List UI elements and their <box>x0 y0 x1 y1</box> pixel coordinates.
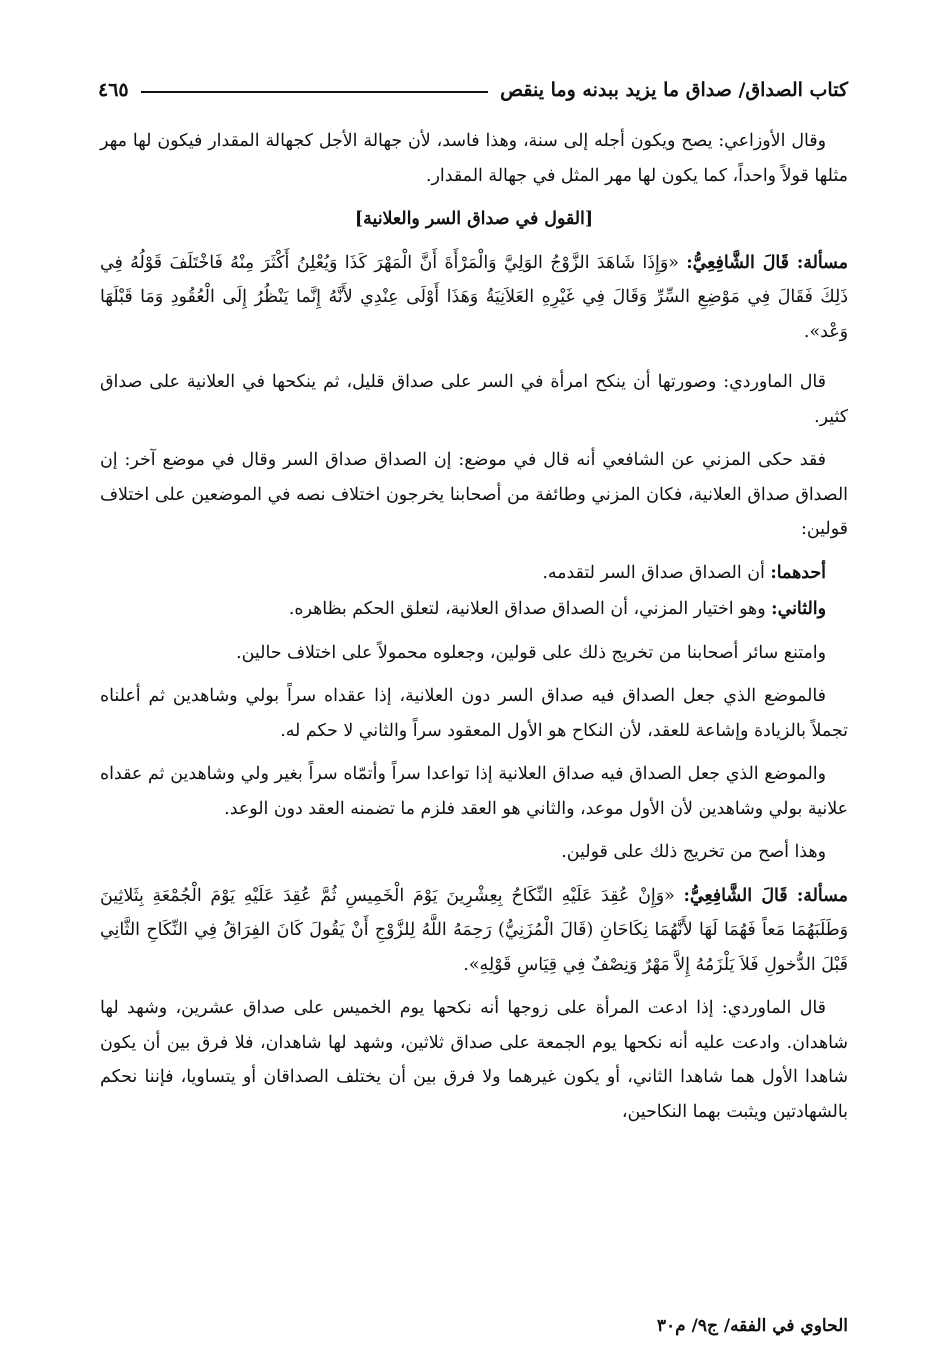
footer-signature: الحاوي في الفقه/ ج٩/ م٣٠ <box>656 1316 848 1336</box>
opinion-first-label: أحدهما: <box>770 562 826 583</box>
header-rule <box>141 91 488 93</box>
section-heading: [القول في صداق السر والعلانية] <box>354 209 594 229</box>
paragraph-alaniya: والموضع الذي جعل الصداق فيه صداق العلانية إذا تواعدا سراً وأتمّاه سراً بغير ولي وشاهدين ثم عقداه علانية بولي وشاهدين لأن الأول موعد، والثاني هو العقد فلزم ما تضمنه العقد دون الوعد. <box>100 764 848 819</box>
opinion-first <box>100 556 848 591</box>
opinion-second-label: والثاني: <box>771 599 826 619</box>
paragraph-muzani: فقد حكى المزني عن الشافعي أنه قال في موضع: إن الصداق صداق السر وقال في موضع آخر: إن الصداق صداق العلانية، فكان المزني وطائفة من أصحابنا يخرجون اختلاف نصه في الموضعين على اختلاف قولين: <box>100 450 848 539</box>
paragraph-ashah: وهذا أصح من تخريج ذلك على قولين. <box>561 842 826 862</box>
opinion-first-text: أن الصداق صداق السر لتقدمه. <box>542 562 765 583</box>
masala-label: مسألة: قَالَ الشَّافِعِيُّ: <box>686 252 849 273</box>
running-header <box>98 72 848 108</box>
masala-quote: «وَإِذَا شَاهَدَ الزَّوْجُ الوَلِيَّ وَالْمَرْأَةَ أَنَّ الْمَهْرَ كَذَا وَيُعْلِنُ أَكْثَرَ مِنْهُ فَاخْتَلَفَ قَوْلُهُ فِي ذَلِكَ فَقَالَ فِي مَوْضِعِ السِّرِّ وَقَالَ فِي غَيْرِهِ العَلاَنِيَةُ وَهَذَا أَوْلَى عِنْدِي لأَنَّهُ إِنَّما يَنْظُرُ إِلَى الْعُقُودِ وَمَا قَبْلَهَا وَعْد». <box>100 252 848 342</box>
masala-shafii-2 <box>100 879 848 983</box>
opinion-second-text: وهو اختيار المزني، أن الصداق صداق العلانية، لتعلق الحكم بظاهره. <box>288 599 766 619</box>
main-text <box>100 124 848 1138</box>
masala-shafii-1 <box>100 246 848 350</box>
page-number: ٤٦٥ <box>98 79 129 101</box>
masala-quote-2: «وَإِنْ عُقِدَ عَلَيْهِ النِّكَاحُ بِعِشْرِينَ يَوْمَ الْخَمِيسِ ثُمَّ عُقِدَ عَلَيْهِ يَوْمَ الْجُمْعَةِ بِثَلاثِينَ وَطَلَبَهُمَا مَعاً فَهُمَا لَهَا لأَنَّهُمَا نِكَاحَانِ (قَالَ الْمُزَنِيُّ) رَحِمَهُ اللَّهُ لِلزَّوْجِ أَنْ يَقُولَ كَانَ الفِرَاقُ فِي النِّكَاحِ الثَّانِي قَبْلَ الدُّخولِ فَلاَ يَلْزَمُهُ إِلاَّ مَهْرٌ وَنِصْفٌ فِي قِيَاسِ قَوْلِهِ». <box>100 885 848 975</box>
paragraph-awzai: وقال الأوزاعي: يصح ويكون أجله إلى سنة، وهذا فاسد، لأن جهالة الأجل كجهالة المقدار فيكون لها مهر مثلها قولاً واحداً، كما يكون لها مهر المثل في جهالة المقدار. <box>100 131 848 186</box>
paragraph-mawardi-1: قال الماوردي: وصورتها أن ينكح امرأة في السر على صداق قليل، ثم ينكحها في العلانية على صداق كثير. <box>100 372 848 427</box>
masala-label-2: مسألة: قَالَ الشَّافِعِيُّ: <box>683 885 849 906</box>
opinion-second <box>100 592 848 627</box>
paragraph-mawardi-2: قال الماوردي: إذا ادعت المرأة على زوجها أنه نكحها يوم الخميس على صداق عشرين، وشهد لها شاهدان. وادعت عليه أنه نكحها يوم الجمعة على صداق ثلاثين، وشهد لها شاهدان، فلا فرق بين أن يكون شاهدا الأول هما شاهدا الثاني، أو يكون غيرهما ولا فرق بين أن يختلف الصداقان أو يتساويا، فإننا نحكم بالشهادتين ويثبت بهما النكاحين، <box>100 998 848 1122</box>
paragraph-sirr: فالموضع الذي جعل الصداق فيه صداق السر دون العلانية، إذا عقداه سراً بولي وشاهدين ثم أعلناه تجملاً بالزيادة وإشاعة للعقد، لأن النكاح هو الأول المعقود سراً والثاني لا حكم له. <box>100 686 848 741</box>
chapter-title: كتاب الصداق/ صداق ما يزيد ببدنه وما ينقص <box>500 79 848 101</box>
paragraph-ashab: وامتنع سائر أصحابنا من تخريج ذلك على قولين، وجعلوه محمولاً على اختلاف حالين. <box>236 642 826 663</box>
